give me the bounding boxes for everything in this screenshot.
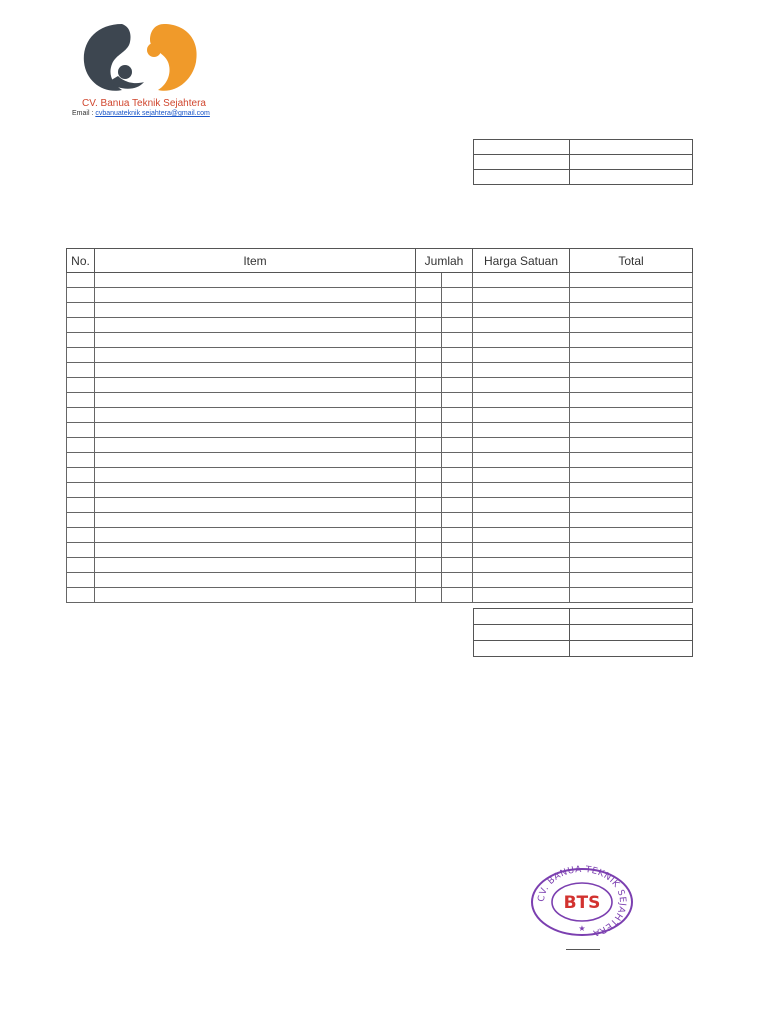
info-row <box>474 170 693 185</box>
no-cell <box>67 393 95 408</box>
info-label-cell <box>474 170 570 185</box>
company-stamp <box>530 864 634 936</box>
harga-satuan-cell <box>473 588 570 603</box>
harga-satuan-cell <box>473 318 570 333</box>
jumlah-qty-cell <box>416 318 442 333</box>
table-row <box>67 288 693 303</box>
jumlah-qty-cell <box>416 588 442 603</box>
jumlah-qty-cell <box>416 303 442 318</box>
total-cell <box>570 333 693 348</box>
jumlah-qty-cell <box>416 453 442 468</box>
jumlah-unit-cell <box>442 273 473 288</box>
no-cell <box>67 288 95 303</box>
no-cell <box>67 408 95 423</box>
table-row <box>67 558 693 573</box>
item-cell <box>95 453 416 468</box>
no-cell <box>67 363 95 378</box>
total-cell <box>570 483 693 498</box>
harga-satuan-cell <box>473 528 570 543</box>
item-cell <box>95 423 416 438</box>
harga-satuan-cell <box>473 408 570 423</box>
jumlah-unit-cell <box>442 378 473 393</box>
table-row <box>67 453 693 468</box>
no-cell <box>67 573 95 588</box>
harga-satuan-cell <box>473 453 570 468</box>
table-row <box>67 498 693 513</box>
total-cell <box>570 348 693 363</box>
jumlah-qty-cell <box>416 273 442 288</box>
jumlah-unit-cell <box>442 393 473 408</box>
table-row <box>67 363 693 378</box>
no-cell <box>67 438 95 453</box>
jumlah-qty-cell <box>416 573 442 588</box>
summary-row <box>474 609 693 625</box>
items-table <box>66 248 693 603</box>
no-cell <box>67 348 95 363</box>
summary-label-cell <box>474 609 570 625</box>
no-cell <box>67 588 95 603</box>
total-cell <box>570 468 693 483</box>
table-row <box>67 573 693 588</box>
item-cell <box>95 393 416 408</box>
jumlah-unit-cell <box>442 528 473 543</box>
jumlah-qty-cell <box>416 363 442 378</box>
item-cell <box>95 288 416 303</box>
total-cell <box>570 303 693 318</box>
no-cell <box>67 468 95 483</box>
stamp-ring-text: CV. BANUA TEKNIK SEJAHTERA <box>536 864 628 936</box>
total-cell <box>570 498 693 513</box>
total-cell <box>570 408 693 423</box>
item-cell <box>95 468 416 483</box>
table-row <box>67 348 693 363</box>
jumlah-qty-cell <box>416 468 442 483</box>
jumlah-qty-cell <box>416 483 442 498</box>
total-cell <box>570 438 693 453</box>
summary-value-cell <box>570 641 693 657</box>
logo-orange-dot <box>147 43 161 57</box>
total-cell <box>570 273 693 288</box>
jumlah-qty-cell <box>416 513 442 528</box>
total-cell <box>570 288 693 303</box>
info-value-cell <box>570 155 693 170</box>
jumlah-unit-cell <box>442 363 473 378</box>
jumlah-qty-cell <box>416 423 442 438</box>
jumlah-qty-cell <box>416 288 442 303</box>
column-header-item: Item <box>95 249 416 273</box>
item-cell <box>95 528 416 543</box>
jumlah-qty-cell <box>416 348 442 363</box>
info-value-cell <box>570 170 693 185</box>
harga-satuan-cell <box>473 303 570 318</box>
table-row <box>67 483 693 498</box>
item-cell <box>95 333 416 348</box>
jumlah-unit-cell <box>442 408 473 423</box>
table-row <box>67 378 693 393</box>
jumlah-unit-cell <box>442 438 473 453</box>
item-cell <box>95 513 416 528</box>
logo-dark-dot <box>118 65 132 79</box>
stamp-star-icon: ★ <box>578 924 586 933</box>
item-cell <box>95 543 416 558</box>
harga-satuan-cell <box>473 468 570 483</box>
jumlah-qty-cell <box>416 393 442 408</box>
item-cell <box>95 378 416 393</box>
company-name: CV. Banua Teknik Sejahtera <box>82 98 206 109</box>
item-cell <box>95 273 416 288</box>
table-row <box>67 468 693 483</box>
total-cell <box>570 423 693 438</box>
column-header-harga-satuan: Harga Satuan <box>473 249 570 273</box>
no-cell <box>67 378 95 393</box>
item-cell <box>95 318 416 333</box>
summary-row <box>474 625 693 641</box>
info-value-cell <box>570 140 693 155</box>
total-cell <box>570 573 693 588</box>
table-row <box>67 588 693 603</box>
no-cell <box>67 423 95 438</box>
harga-satuan-cell <box>473 288 570 303</box>
jumlah-unit-cell <box>442 558 473 573</box>
jumlah-unit-cell <box>442 303 473 318</box>
info-label-cell <box>474 140 570 155</box>
jumlah-unit-cell <box>442 453 473 468</box>
signature-line <box>566 949 600 950</box>
table-row <box>67 543 693 558</box>
column-header-no: No. <box>67 249 95 273</box>
item-cell <box>95 348 416 363</box>
email-link[interactable]: cvbanuateknik sejahtera@gmail.com <box>95 110 210 117</box>
total-cell <box>570 378 693 393</box>
company-logo <box>78 20 202 100</box>
no-cell <box>67 543 95 558</box>
table-row <box>67 393 693 408</box>
no-cell <box>67 513 95 528</box>
email-line <box>72 110 210 117</box>
item-cell <box>95 303 416 318</box>
column-header-jumlah: Jumlah <box>416 249 473 273</box>
harga-satuan-cell <box>473 558 570 573</box>
jumlah-unit-cell <box>442 288 473 303</box>
table-row <box>67 303 693 318</box>
no-cell <box>67 318 95 333</box>
harga-satuan-cell <box>473 393 570 408</box>
no-cell <box>67 558 95 573</box>
item-cell <box>95 588 416 603</box>
table-row <box>67 513 693 528</box>
total-cell <box>570 558 693 573</box>
no-cell <box>67 528 95 543</box>
invoice-info-table <box>473 139 693 185</box>
harga-satuan-cell <box>473 348 570 363</box>
jumlah-unit-cell <box>442 333 473 348</box>
no-cell <box>67 498 95 513</box>
summary-table <box>473 608 693 657</box>
harga-satuan-cell <box>473 498 570 513</box>
summary-label-cell <box>474 641 570 657</box>
jumlah-unit-cell <box>442 498 473 513</box>
column-header-total: Total <box>570 249 693 273</box>
harga-satuan-cell <box>473 363 570 378</box>
info-row <box>474 155 693 170</box>
total-cell <box>570 543 693 558</box>
jumlah-unit-cell <box>442 573 473 588</box>
jumlah-qty-cell <box>416 438 442 453</box>
summary-value-cell <box>570 609 693 625</box>
item-cell <box>95 573 416 588</box>
jumlah-qty-cell <box>416 558 442 573</box>
no-cell <box>67 303 95 318</box>
jumlah-qty-cell <box>416 408 442 423</box>
harga-satuan-cell <box>473 378 570 393</box>
total-cell <box>570 393 693 408</box>
items-header-row <box>67 249 693 273</box>
jumlah-unit-cell <box>442 348 473 363</box>
total-cell <box>570 453 693 468</box>
table-row <box>67 438 693 453</box>
harga-satuan-cell <box>473 573 570 588</box>
item-cell <box>95 438 416 453</box>
jumlah-unit-cell <box>442 318 473 333</box>
jumlah-unit-cell <box>442 588 473 603</box>
jumlah-qty-cell <box>416 543 442 558</box>
no-cell <box>67 333 95 348</box>
item-cell <box>95 558 416 573</box>
harga-satuan-cell <box>473 438 570 453</box>
info-row <box>474 140 693 155</box>
item-cell <box>95 498 416 513</box>
jumlah-unit-cell <box>442 543 473 558</box>
table-row <box>67 273 693 288</box>
jumlah-unit-cell <box>442 513 473 528</box>
item-cell <box>95 483 416 498</box>
total-cell <box>570 588 693 603</box>
harga-satuan-cell <box>473 543 570 558</box>
table-row <box>67 408 693 423</box>
total-cell <box>570 318 693 333</box>
harga-satuan-cell <box>473 273 570 288</box>
jumlah-unit-cell <box>442 423 473 438</box>
harga-satuan-cell <box>473 513 570 528</box>
jumlah-qty-cell <box>416 528 442 543</box>
table-row <box>67 423 693 438</box>
summary-row <box>474 641 693 657</box>
jumlah-unit-cell <box>442 468 473 483</box>
no-cell <box>67 453 95 468</box>
total-cell <box>570 363 693 378</box>
total-cell <box>570 513 693 528</box>
stamp-center-text: BTS <box>563 893 601 913</box>
harga-satuan-cell <box>473 333 570 348</box>
harga-satuan-cell <box>473 483 570 498</box>
jumlah-qty-cell <box>416 378 442 393</box>
table-row <box>67 318 693 333</box>
jumlah-qty-cell <box>416 498 442 513</box>
total-cell <box>570 528 693 543</box>
table-row <box>67 528 693 543</box>
no-cell <box>67 483 95 498</box>
item-cell <box>95 363 416 378</box>
summary-value-cell <box>570 625 693 641</box>
jumlah-unit-cell <box>442 483 473 498</box>
info-label-cell <box>474 155 570 170</box>
table-row <box>67 333 693 348</box>
summary-label-cell <box>474 625 570 641</box>
item-cell <box>95 408 416 423</box>
email-label: Email : <box>72 110 96 117</box>
jumlah-qty-cell <box>416 333 442 348</box>
harga-satuan-cell <box>473 423 570 438</box>
no-cell <box>67 273 95 288</box>
logo-orange-swirl <box>150 24 197 91</box>
